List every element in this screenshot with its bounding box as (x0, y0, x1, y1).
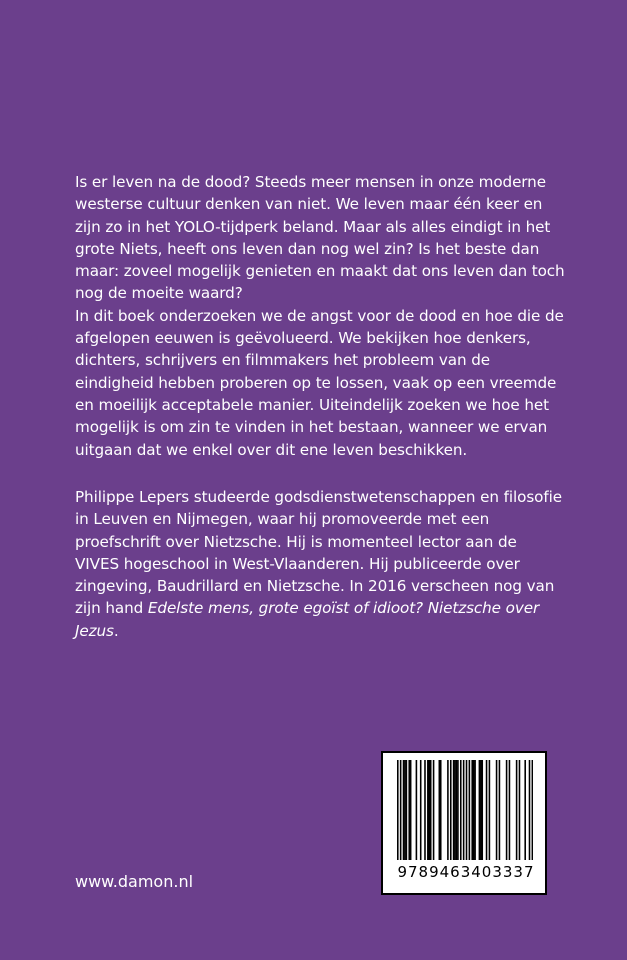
barcode-bars (397, 760, 533, 860)
blurb-paragraph-2: In dit boek onderzoeken we de angst voor de dood en hoe die de afgelopen eeuwen is geëvolueerd. We bekijken hoe denkers, dichters, schrijvers en filmmakers het probleem van de eindigheid hebben proberen op te lossen, vaak op een vreemde en moeilijk acceptabele manier. Uiteindelijk zoeken we hoe het mogelijk is om zin te vinden in het bestaan, wanneer we ervan uitgaan dat we enkel over dit ene leven beschikken. (75, 306, 564, 459)
barcode-bar (447, 760, 449, 860)
author-bio-book-title: Edelste mens, grote egoïst of idioot? Nietzsche over Jezus (75, 599, 540, 640)
barcode-bar (532, 760, 533, 860)
barcode-bar (400, 760, 402, 860)
barcode-bar (397, 760, 399, 860)
barcode-bar (516, 760, 518, 860)
barcode-bar (489, 760, 491, 860)
barcode-bar (454, 760, 456, 860)
barcode-bar (416, 760, 418, 860)
barcode-bar (453, 760, 455, 860)
barcode-bar (440, 760, 442, 860)
barcode-bar (469, 760, 471, 860)
barcode-bar (406, 760, 408, 860)
barcode-bar (404, 760, 406, 860)
barcode-bar (456, 760, 458, 860)
publisher-website: www.damon.nl (75, 872, 194, 891)
barcode-bar (408, 760, 410, 860)
barcode-bar (509, 760, 511, 860)
barcode-bar (499, 760, 501, 860)
barcode-bar (529, 760, 531, 860)
barcode-bar (428, 760, 430, 860)
barcode-bar (480, 760, 482, 860)
barcode-bar (439, 760, 441, 860)
barcode-bar (473, 760, 475, 860)
barcode-bar (506, 760, 508, 860)
barcode-bar (479, 760, 481, 860)
blurb-paragraph-1: Is er leven na de dood? Steeds meer mensen in onze moderne westerse cultuur denken van niet. We leven maar één keer en zijn zo in het YOLO-tijdperk beland. Maar als alles eindigt in het grote Niets, heeft ons leven dan nog wel zin? Is het beste dan maar: zoveel mogelijk genieten en maakt dat ons leven dan toch nog de moeite waard? (75, 173, 565, 303)
author-bio (75, 486, 565, 642)
barcode-bar (410, 760, 412, 860)
barcode-bar (471, 760, 473, 860)
barcode-bar (486, 760, 488, 860)
author-bio-paragraph (75, 486, 565, 642)
back-cover-blurb (75, 171, 565, 461)
barcode-bar (463, 760, 465, 860)
barcode-bar (420, 760, 422, 860)
barcode-bar (519, 760, 521, 860)
barcode-bar (430, 760, 432, 860)
barcode-bar (474, 760, 476, 860)
barcode-bar (460, 760, 462, 860)
barcode-bar (433, 760, 435, 860)
isbn-number: 9789463403337 (397, 863, 535, 881)
author-bio-end: . (113, 621, 119, 640)
barcode-bar (424, 760, 426, 860)
barcode-bar (481, 760, 483, 860)
author-bio-text: Philippe Lepers studeerde godsdienstwetenschappen en filosofie in Leuven en Nijmegen, waar hij promoveerde met een proefschrift over Nietzsche. Hij is momenteel lector aan de VIVES hogeschool in West-Vlaanderen. Hij publiceerde over zingeving, Baudrillard en Nietzsche. In 2016 verscheen nog van zijn hand (75, 488, 562, 618)
barcode-bar (457, 760, 459, 860)
barcode-bar (466, 760, 468, 860)
barcode-bar (496, 760, 498, 860)
barcode-bar (450, 760, 452, 860)
isbn-barcode (381, 751, 547, 895)
barcode-bar (524, 760, 526, 860)
barcode-bar (427, 760, 429, 860)
barcode-bar (403, 760, 405, 860)
